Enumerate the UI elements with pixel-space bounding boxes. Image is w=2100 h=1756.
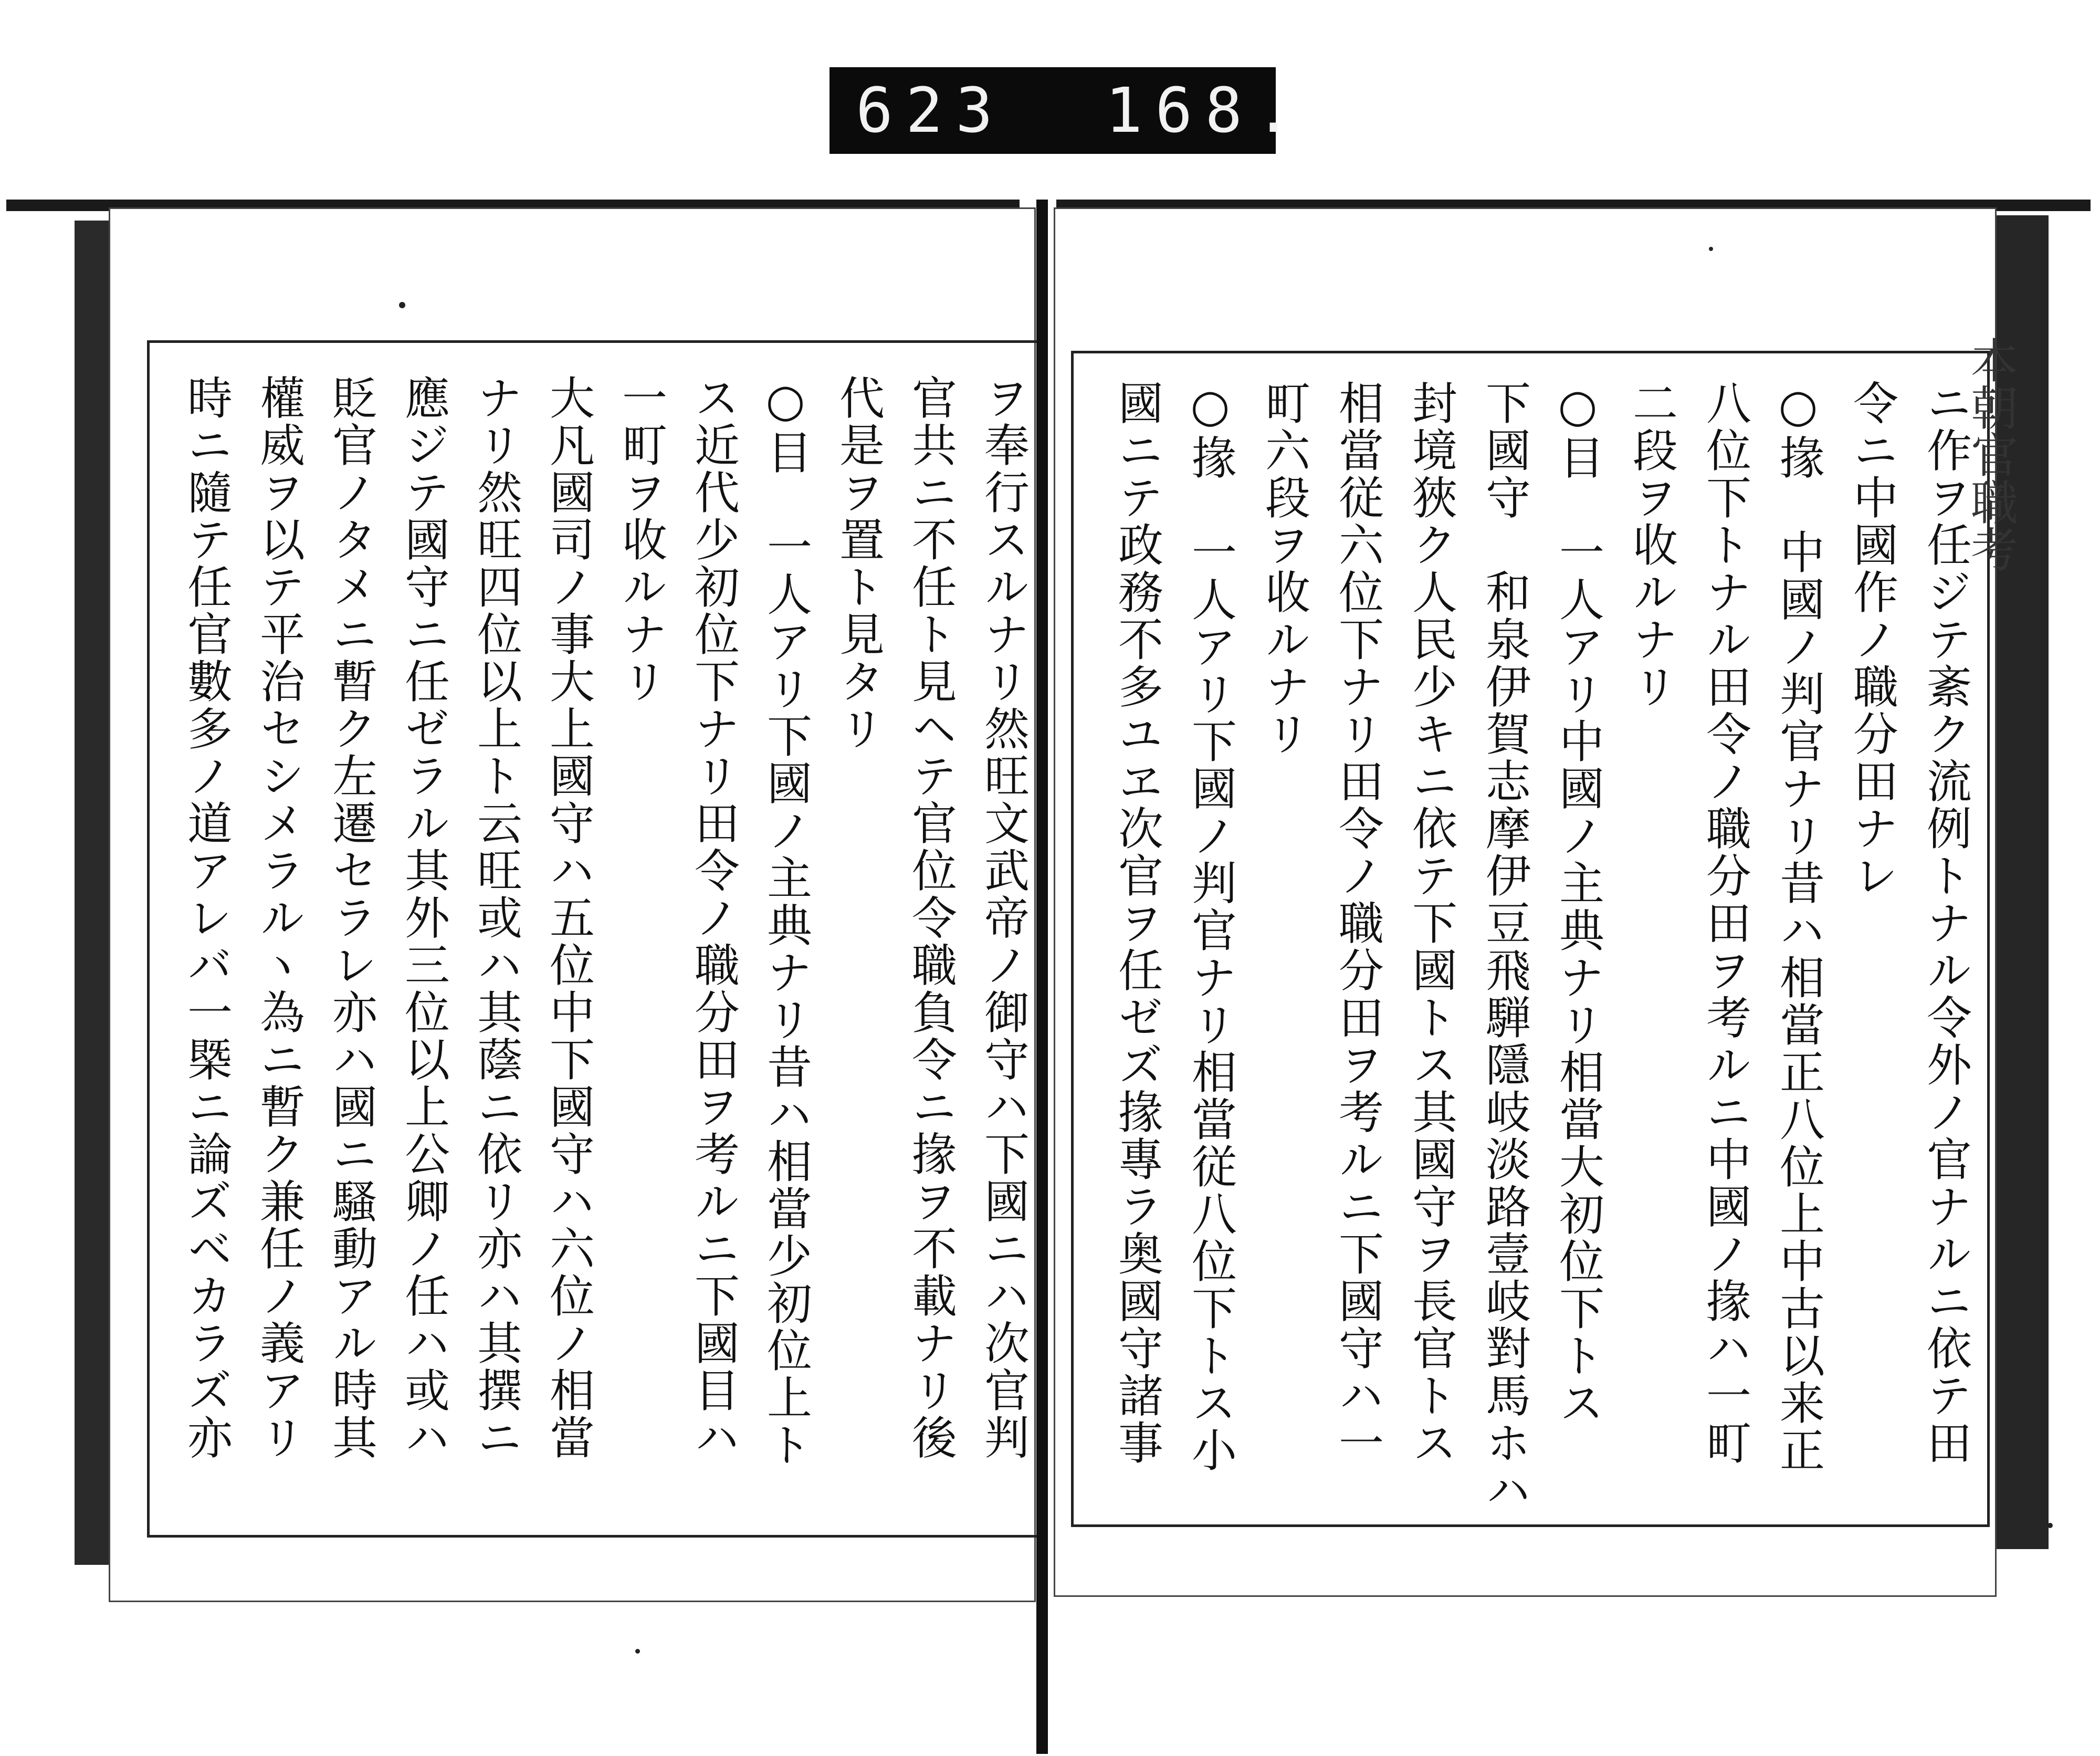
dust-speck (635, 1649, 640, 1654)
text-column: 相當従六位下ナリ田令ノ職分田ヲ考ルニ下國守ハ一 (1331, 380, 1383, 1467)
text-column: ス近代少初位下ナリ田令ノ職分田ヲ考ルニ下國目ハ (687, 374, 739, 1461)
text-column: 一町ヲ收ルナリ (614, 374, 667, 705)
text-column: 八位下トナル田令ノ職分田ヲ考ルニ中國ノ掾ハ一町 (1698, 380, 1751, 1467)
text-column: 代是ヲ置ト見タリ (832, 374, 884, 752)
left-page (109, 207, 1036, 1602)
book-spine (1036, 200, 1048, 1754)
text-column: 二段ヲ收ルナリ (1625, 380, 1677, 710)
page-edge-left (75, 221, 111, 1565)
right-text-frame (1071, 351, 1990, 1527)
text-column: ○目 一人アリ下國ノ主典ナリ昔ハ相當少初位上ト (759, 374, 812, 1469)
text-column: 權威ヲ以テ平治セシメラルヽ為ニ暫ク兼任ノ義アリ (252, 374, 304, 1461)
text-column: ニ作ヲ任ジテ紊ク流例トナル令外ノ官ナルニ依テ田 (1919, 380, 1971, 1467)
text-column: ○目 一人アリ中國ノ主典ナリ相當大初位下トス (1551, 380, 1604, 1427)
text-column: ○掾 一人アリ下國ノ判官ナリ相當従八位下トス小 (1184, 380, 1236, 1474)
text-column: 貶官ノタメニ暫ク左遷セラレ亦ハ國ニ騷動アル時其 (324, 374, 377, 1461)
text-column: 應ジテ國守ニ任ゼラル其外三位以上公卿ノ任ハ或ハ (397, 374, 449, 1461)
dust-speck (2048, 1523, 2053, 1528)
running-title: 本朝官職考 (1962, 336, 2018, 572)
text-column: 官共ニ不任ト見ヘテ官位令職負令ニ掾ヲ不載ナリ後 (904, 374, 957, 1461)
dust-speck (1709, 247, 1713, 251)
text-column: 町六段ヲ收ルナリ (1257, 380, 1310, 758)
text-column: ○掾 中國ノ判官ナリ昔ハ相當正八位上中古以来正 (1772, 380, 1824, 1474)
text-column: ヲ奉行スルナリ然旺文武帝ノ御守ハ下國ニハ次官判 (976, 374, 1029, 1461)
text-column: 下國守 和泉伊賀志摩伊豆飛騨隱岐淡路壹岐對馬ホハ (1478, 380, 1530, 1514)
right-page (1054, 207, 1997, 1597)
scan-number-label: 623 168. (830, 67, 1276, 154)
dust-speck (399, 302, 405, 308)
text-column: 令ニ中國作ノ職分田ナレ (1845, 380, 1898, 900)
text-column: 封境狹ク人民少キニ依テ下國トス其國守ヲ長官トス (1404, 380, 1457, 1467)
open-book (6, 200, 2096, 1607)
text-column: 時ニ隨テ任官數多ノ道アレバ一槩ニ論ズベカラズ亦 (180, 374, 232, 1461)
text-column: 國ニテ政務不多ユヱ次官ヲ任ゼズ掾專ラ奥國守諸事 (1110, 380, 1163, 1467)
text-column: ナリ然旺四位以上ト云旺或ハ其蔭ニ依リ亦ハ其撰ニ (469, 374, 522, 1461)
left-text-frame (147, 340, 1047, 1538)
text-column: 大凡國司ノ事大上國守ハ五位中下國守ハ六位ノ相當 (542, 374, 594, 1461)
